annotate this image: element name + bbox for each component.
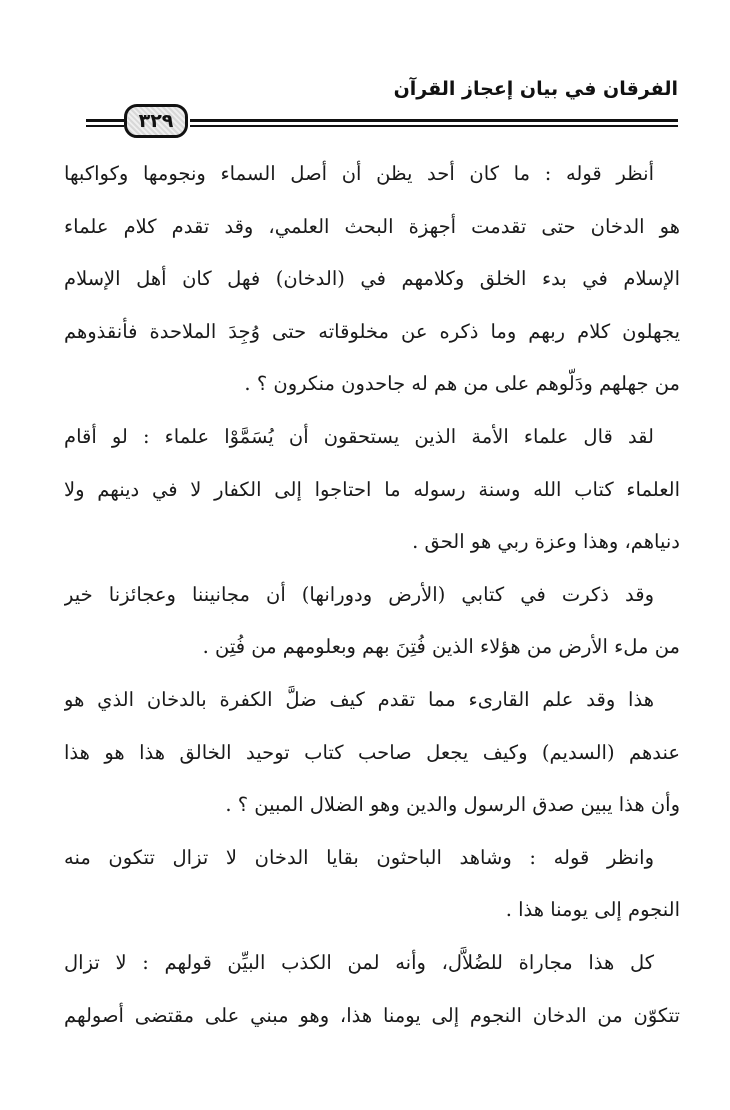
running-title: الفرقان في بيان إعجاز القرآن (393, 78, 678, 100)
text-line: عندهم (السديم) وكيف يجعل صاحب كتاب توحيد الخالق هذا هو هذا (64, 740, 680, 764)
header-rule-left (86, 119, 124, 122)
text-line: تتكوّن من الدخان النجوم إلى يومنا هذا، وهو مبني على مقتضى أصولهم (64, 1003, 680, 1027)
text-line: يجهلون كلام ربهم وما ذكره عن مخلوقاته حتى وُجِدَ الملاحدة فأنقذوهم (64, 319, 680, 343)
text-line: من جهلهم ودَلّوهم على من هم له جاحدون منكرون ؟ . (244, 372, 680, 396)
header-rule-right (190, 119, 678, 122)
header-rule-left-thin (86, 125, 124, 127)
page-number: ٣٢٩ (138, 110, 174, 132)
text-line: أنظر قوله : ما كان أحد يظن أن أصل السماء ونجومها وكواكبها (64, 162, 654, 185)
text-line: وانظر قوله : وشاهد الباحثون بقايا الدخان لا تزال تتكون منه (64, 845, 654, 869)
text-line: لقد قال علماء الأمة الذين يستحقون أن يُسَمَّوْا علماء : لو أقام (64, 424, 654, 448)
text-line: كل هذا مجاراة للضُلاَّل، وأنه لمن الكذب البيِّن قولهم : لا تزال (64, 950, 654, 974)
text-line: الإسلام في بدء الخلق وكلامهم في (الدخان) فهل كان أهل الإسلام (64, 267, 680, 291)
body-text (64, 148, 680, 1042)
text-line: العلماء كتاب الله وسنة رسوله ما احتاجوا إلى الكفار لا في دينهم ولا (64, 477, 680, 501)
text-line: هو الدخان حتى تقدمت أجهزة البحث العلمي، وقد تقدم كلام علماء (64, 214, 680, 238)
page-number-badge (124, 104, 188, 138)
header-rule-right-thin (190, 125, 678, 127)
text-line: من ملء الأرض من هؤلاء الذين فُتِنَ بهم وبعلومهم من فُتِن . (202, 635, 680, 659)
text-line: وأن هذا يبين صدق الرسول والدين وهو الضلال المبين ؟ . (225, 793, 680, 817)
text-line: دنياهم، وهذا وعزة ربي هو الحق . (412, 530, 680, 554)
text-line: النجوم إلى يومنا هذا . (505, 898, 680, 922)
text-line: وقد ذكرت في كتابي (الأرض ودورانها) أن مجانيننا وعجائزنا خير (64, 582, 654, 606)
text-line: هذا وقد علم القارىء مما تقدم كيف ضلَّ الكفرة بالدخان الذي هو (64, 687, 654, 711)
